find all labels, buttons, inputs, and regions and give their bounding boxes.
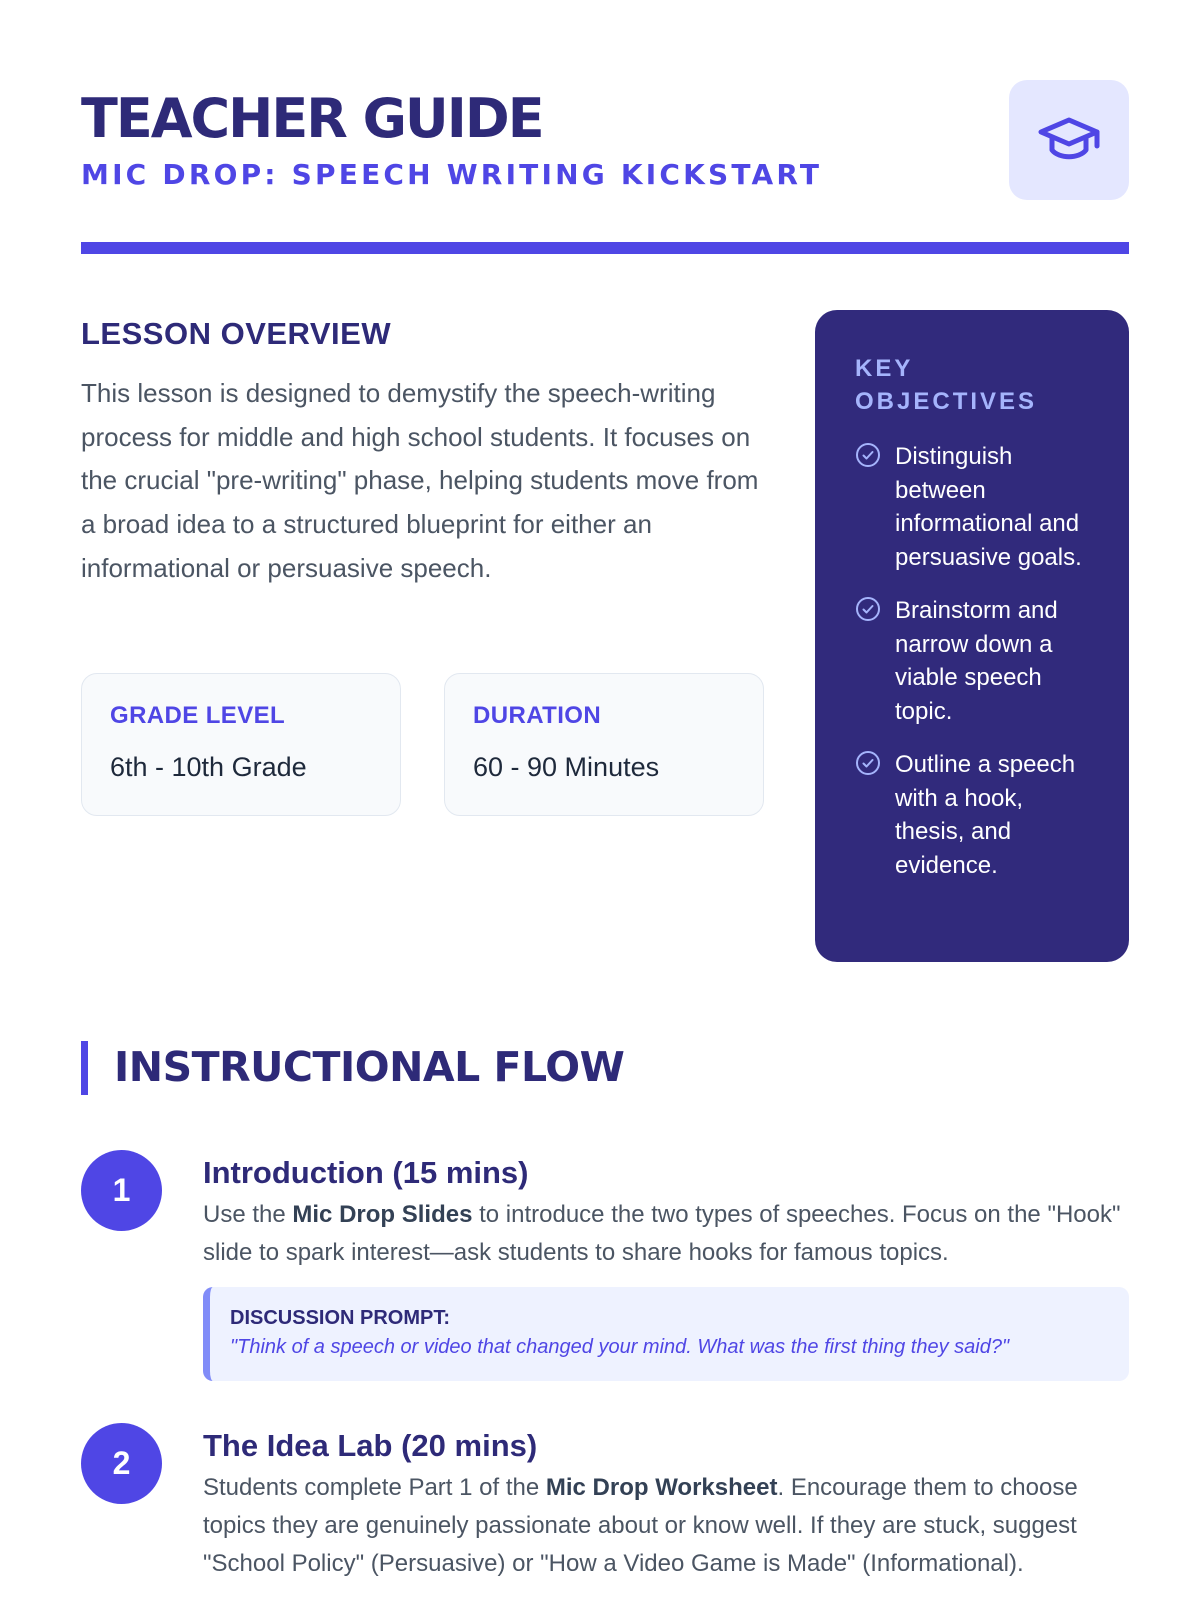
step-description: Students complete Part 1 of the Mic Drop Worksheet. Encourage them to choose topics they are genuinely passionate about or know well. If they are stuck, suggest "School Policy" (Persuasive) or "How a Video Game is Made" (Informational). xyxy=(203,1474,1078,1577)
overview-text: This lesson is designed to demystify the speech-writing process for middle and high school students. It focuses on the crucial "pre-writing" phase, helping students move from a broad idea to a structured blueprint for either an informational or persuasive speech. xyxy=(81,378,759,583)
graduation-cap-icon xyxy=(1037,115,1101,165)
objective-text: Brainstorm and narrow down a viable speech topic. xyxy=(895,597,1058,725)
discussion-prompt-callout xyxy=(203,1287,1129,1381)
header-divider xyxy=(81,242,1129,254)
objective-item xyxy=(855,594,1099,728)
objective-text: Outline a speech with a hook, thesis, and evidence. xyxy=(895,751,1076,879)
check-circle-icon xyxy=(855,596,881,622)
resource-name: Mic Drop Slides xyxy=(292,1201,473,1228)
step-description: Use the Mic Drop Slides to introduce the two types of speeches. Focus on the "Hook" slide to spark interest—ask students to share hooks for famous topics. xyxy=(203,1201,1121,1266)
key-objectives-panel xyxy=(815,310,1129,962)
section-accent-bar xyxy=(81,1041,88,1095)
instructional-flow-heading: INSTRUCTIONAL FLOW xyxy=(114,1043,625,1091)
duration-label: DURATION xyxy=(473,702,602,729)
resource-name: Mic Drop Worksheet xyxy=(545,1474,778,1501)
step-number-badge: 2 xyxy=(81,1423,162,1504)
check-circle-icon xyxy=(855,750,881,776)
step-number-badge: 1 xyxy=(81,1150,162,1231)
objectives-heading: KEY OBJECTIVES xyxy=(855,355,1038,415)
duration-value: 60 - 90 Minutes xyxy=(473,752,660,782)
grade-level-card xyxy=(81,673,401,816)
discussion-prompt-text: "Think of a speech or video that changed your mind. What was the first thing they said?" xyxy=(230,1336,1010,1358)
objective-item xyxy=(855,748,1099,882)
grade-level-value: 6th - 10th Grade xyxy=(110,752,307,782)
discussion-prompt-label: DISCUSSION PROMPT: xyxy=(230,1307,451,1329)
objectives-list xyxy=(855,440,1099,882)
step-title: The Idea Lab (20 mins) xyxy=(203,1428,538,1463)
overview-heading: LESSON OVERVIEW xyxy=(81,316,392,351)
objective-item xyxy=(855,440,1099,574)
check-circle-icon xyxy=(855,442,881,468)
page-title: TEACHER GUIDE xyxy=(81,87,543,150)
duration-card xyxy=(444,673,764,816)
grade-level-label: GRADE LEVEL xyxy=(110,702,286,729)
logo-badge xyxy=(1009,80,1129,200)
step-title: Introduction (15 mins) xyxy=(203,1155,529,1190)
page-subtitle: MIC DROP: SPEECH WRITING KICKSTART xyxy=(81,158,823,191)
objective-text: Distinguish between informational and persuasive goals. xyxy=(895,443,1082,571)
